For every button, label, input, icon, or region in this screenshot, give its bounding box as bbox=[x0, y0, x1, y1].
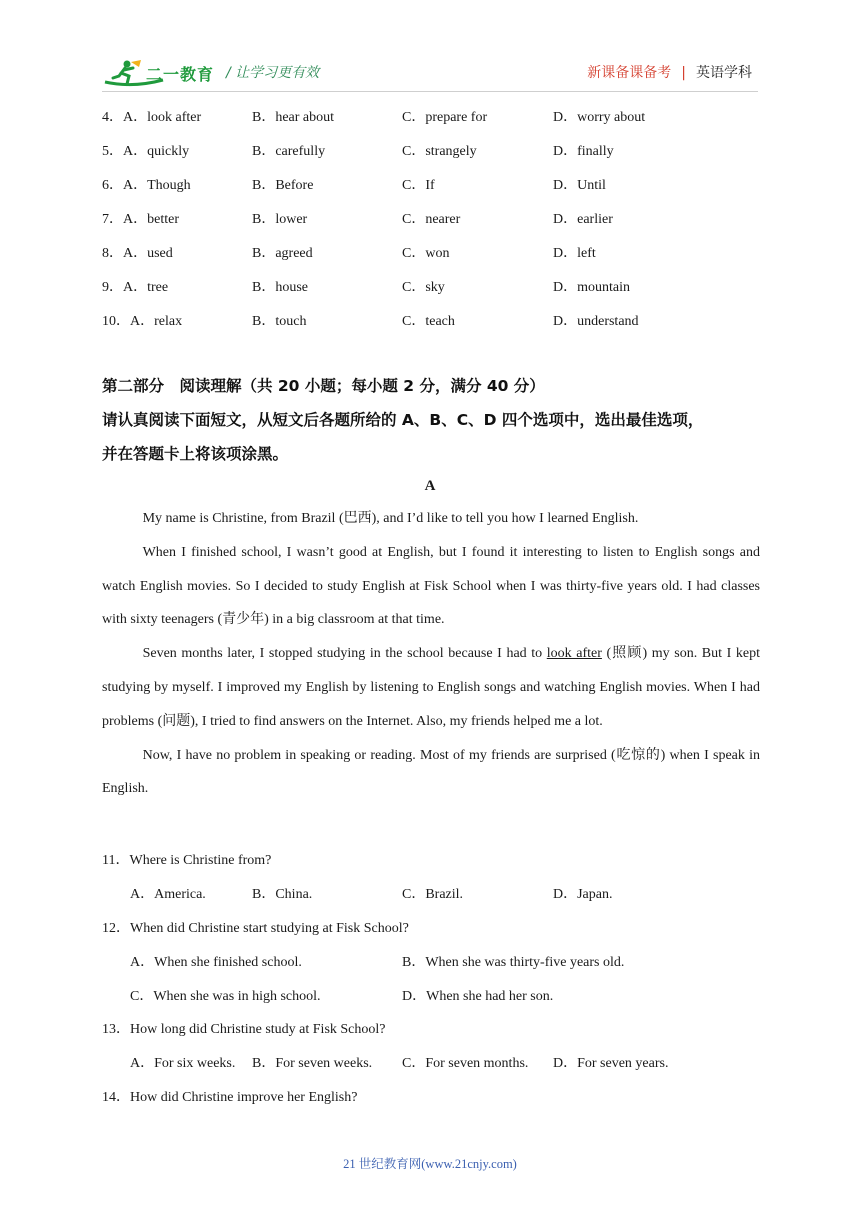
underlined-phrase: look after bbox=[546, 646, 602, 662]
option-a: 9．A．tree bbox=[102, 280, 169, 295]
option-b: B．touch bbox=[252, 314, 307, 329]
section-title: 第二部分 阅读理解（共 20 小题；每小题 2 分，满分 40 分） bbox=[102, 377, 545, 395]
option-c: C．won bbox=[402, 246, 450, 261]
question-13: 13．How long did Christine study at Fisk School? bbox=[102, 1022, 386, 1037]
option-c: C．sky bbox=[402, 280, 445, 295]
option-row bbox=[0, 106, 860, 128]
option-d: D．finally bbox=[553, 144, 614, 159]
option-row bbox=[0, 140, 860, 162]
option-a: 8．A．used bbox=[102, 246, 173, 261]
logo-text: 二一教育 bbox=[146, 65, 215, 84]
answer-option: A．America. bbox=[130, 887, 206, 902]
answer-option: C．When she was in high school. bbox=[130, 989, 321, 1004]
option-d: D．earlier bbox=[553, 212, 613, 227]
option-d: D．Until bbox=[553, 178, 606, 193]
answer-option: B．China. bbox=[252, 887, 313, 902]
option-b: B．hear about bbox=[252, 110, 335, 125]
answer-option: D．When she had her son. bbox=[402, 989, 554, 1004]
option-b: B．agreed bbox=[252, 246, 313, 261]
option-b: B．lower bbox=[252, 212, 308, 227]
answer-option: C．Brazil. bbox=[402, 887, 464, 902]
answer-option: B．For seven weeks. bbox=[252, 1056, 373, 1071]
option-c: C．If bbox=[402, 178, 435, 193]
page-header bbox=[0, 0, 860, 100]
option-a: 10．A．relax bbox=[102, 314, 183, 329]
passage-body bbox=[102, 502, 760, 806]
answer-option: C．For seven months. bbox=[402, 1056, 529, 1071]
question-12: 12．When did Christine start studying at Fisk School? bbox=[102, 921, 409, 936]
option-d: D．left bbox=[553, 246, 596, 261]
passage-paragraph: My name is Christine, from Brazil (巴西), and I’d like to tell you how I learned English. bbox=[142, 511, 639, 526]
option-a: 6．A．Though bbox=[102, 178, 191, 193]
option-row bbox=[0, 242, 860, 264]
option-row bbox=[0, 174, 860, 196]
passage-paragraph bbox=[102, 637, 760, 738]
option-a: 7．A．better bbox=[102, 212, 179, 227]
option-b: B．house bbox=[252, 280, 308, 295]
answer-option: B．When she was thirty-five years old. bbox=[402, 955, 625, 970]
option-row bbox=[0, 276, 860, 298]
question-11: 11．Where is Christine from? bbox=[102, 853, 272, 868]
option-d: D．understand bbox=[553, 314, 639, 329]
option-c: C．teach bbox=[402, 314, 455, 329]
passage-paragraph: Now, I have no problem in speaking or reading. Most of my friends are surprised (吃惊的) when I speak in English. bbox=[102, 747, 760, 797]
option-c: C．strangely bbox=[402, 144, 477, 159]
page-footer: 21 世纪教育网(www.21cnjy.com) bbox=[343, 1157, 517, 1171]
paragraph-text: (照顾) my son. But I kept studying by myself. I improved my English by listening to English songs and watching English movies. When I had problems (问题), I tried to find answers on the Internet. Also, my friends helped me a lot. bbox=[102, 646, 761, 729]
answer-option: D．Japan. bbox=[553, 887, 613, 902]
passage-heading: A bbox=[424, 478, 436, 494]
option-c: C．nearer bbox=[402, 212, 461, 227]
option-b: B．Before bbox=[252, 178, 314, 193]
option-a: 4．A．look after bbox=[102, 110, 202, 125]
header-course-label: 新课备课备考 bbox=[587, 65, 672, 81]
section-instruction-line2: 并在答题卡上将该项涂黑。 bbox=[102, 445, 289, 463]
option-b: B．carefully bbox=[252, 144, 326, 159]
option-row bbox=[0, 310, 860, 332]
section-instruction-line1: 请认真阅读下面短文，从短文后各题所给的 A、B、C、D 四个选项中，选出最佳选项， bbox=[102, 411, 704, 429]
header-divider bbox=[102, 91, 758, 92]
option-row bbox=[0, 208, 860, 230]
header-subject-label: 英语学科 bbox=[696, 65, 752, 81]
answer-option: A．When she finished school. bbox=[130, 955, 302, 970]
answer-option: A．For six weeks. bbox=[130, 1056, 236, 1071]
header-slogan: / 让学习更有效 bbox=[226, 65, 320, 81]
header-subject bbox=[587, 62, 752, 82]
option-a: 5．A．quickly bbox=[102, 144, 190, 159]
option-d: D．mountain bbox=[553, 280, 630, 295]
paragraph-text: Seven months later, I stopped studying in the school because I had to bbox=[142, 646, 547, 662]
passage-paragraph: When I finished school, I wasn’t good at English, but I found it interesting to listen to English songs and watch English movies. So I decided to study English at Fisk School when I was thirty-five years old. I had classes with sixty teenagers (青少年) in a big classroom at that time. bbox=[102, 544, 760, 628]
header-separator: | bbox=[681, 65, 686, 81]
answer-option: D．For seven years. bbox=[553, 1056, 669, 1071]
option-c: C．prepare for bbox=[402, 110, 488, 125]
option-d: D．worry about bbox=[553, 110, 646, 125]
question-14: 14．How did Christine improve her English? bbox=[102, 1090, 358, 1105]
